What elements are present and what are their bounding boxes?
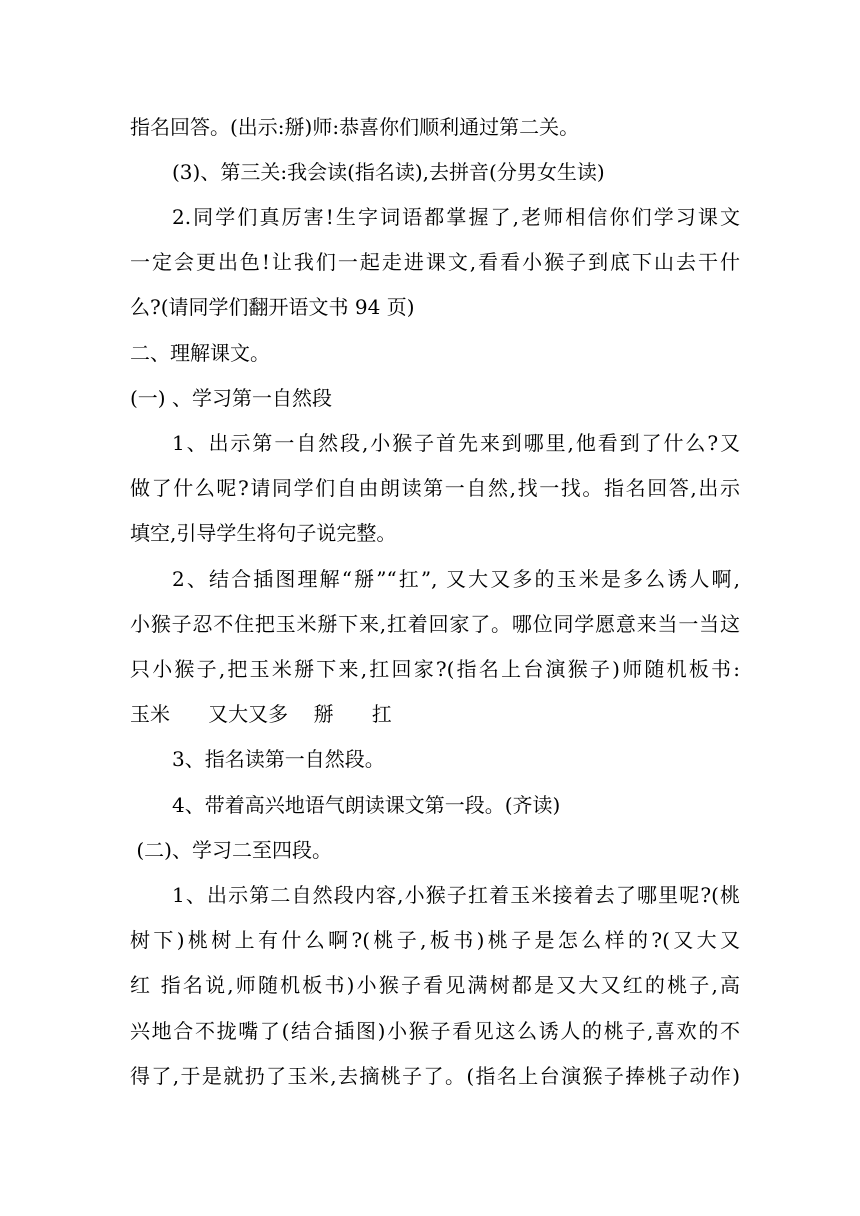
text-line: 小猴子忍不住把玉米掰下来,扛着回家了。哪位同学愿意来当一当这 (130, 612, 740, 636)
text-line: 树下)桃树上有什么啊?(桃子,板书)桃子是怎么样的?(又大又 (130, 928, 740, 952)
text-line: 指名回答。(出示:掰)师:恭喜你们顺利通过第二关。 (130, 115, 580, 139)
board-writing-line: 玉米 又大又多 掰 扛 (130, 702, 392, 726)
text-line: 么?(请同学们翻开语文书 94 页) (130, 295, 415, 319)
section-heading: 二、理解课文。 (130, 341, 270, 365)
text-line: 得了,于是就扔了玉米,去摘桃子了。(指名上台演猴子捧桃子动作) (130, 1064, 740, 1088)
text-line: 4、带着高兴地语气朗读课文第一段。(齐读) (172, 793, 561, 817)
paragraph-first-line: 1、出示第二自然段内容,小猴子扛着玉米接着去了哪里呢?(桃 (172, 883, 740, 907)
paragraph-first-line: 2、结合插图理解“掰”“扛”, 又大又多的玉米是多么诱人啊, (172, 567, 740, 591)
subsection-heading: (二)、学习二至四段。 (130, 838, 332, 862)
text-line: 一定会更出色!让我们一起走进课文,看看小猴子到底下山去干什 (130, 250, 740, 274)
paragraph-first-line: 2.同学们真厉害!生字词语都掌握了,老师相信你们学习课文 (172, 205, 740, 229)
text-line: 填空,引导学生将句子说完整。 (130, 521, 397, 545)
text-line: 兴地合不拢嘴了(结合插图)小猴子看见这么诱人的桃子,喜欢的不 (130, 1019, 740, 1043)
text-line: (3)、第三关:我会读(指名读),去拼音(分男女生读) (172, 160, 605, 184)
text-line: 只小猴子,把玉米掰下来,扛回家?(指名上台演猴子)师随机板书: (130, 657, 740, 681)
text-line: 3、指名读第一自然段。 (172, 747, 385, 771)
subsection-heading: (一) 、学习第一自然段 (130, 386, 332, 410)
paragraph-first-line: 1、出示第一自然段,小猴子首先来到哪里,他看到了什么?又 (172, 431, 740, 455)
text-line: 红 指名说,师随机板书)小猴子看见满树都是又大又红的桃子,高 (130, 973, 740, 997)
text-line: 做了什么呢?请同学们自由朗读第一自然,找一找。指名回答,出示 (130, 476, 740, 500)
